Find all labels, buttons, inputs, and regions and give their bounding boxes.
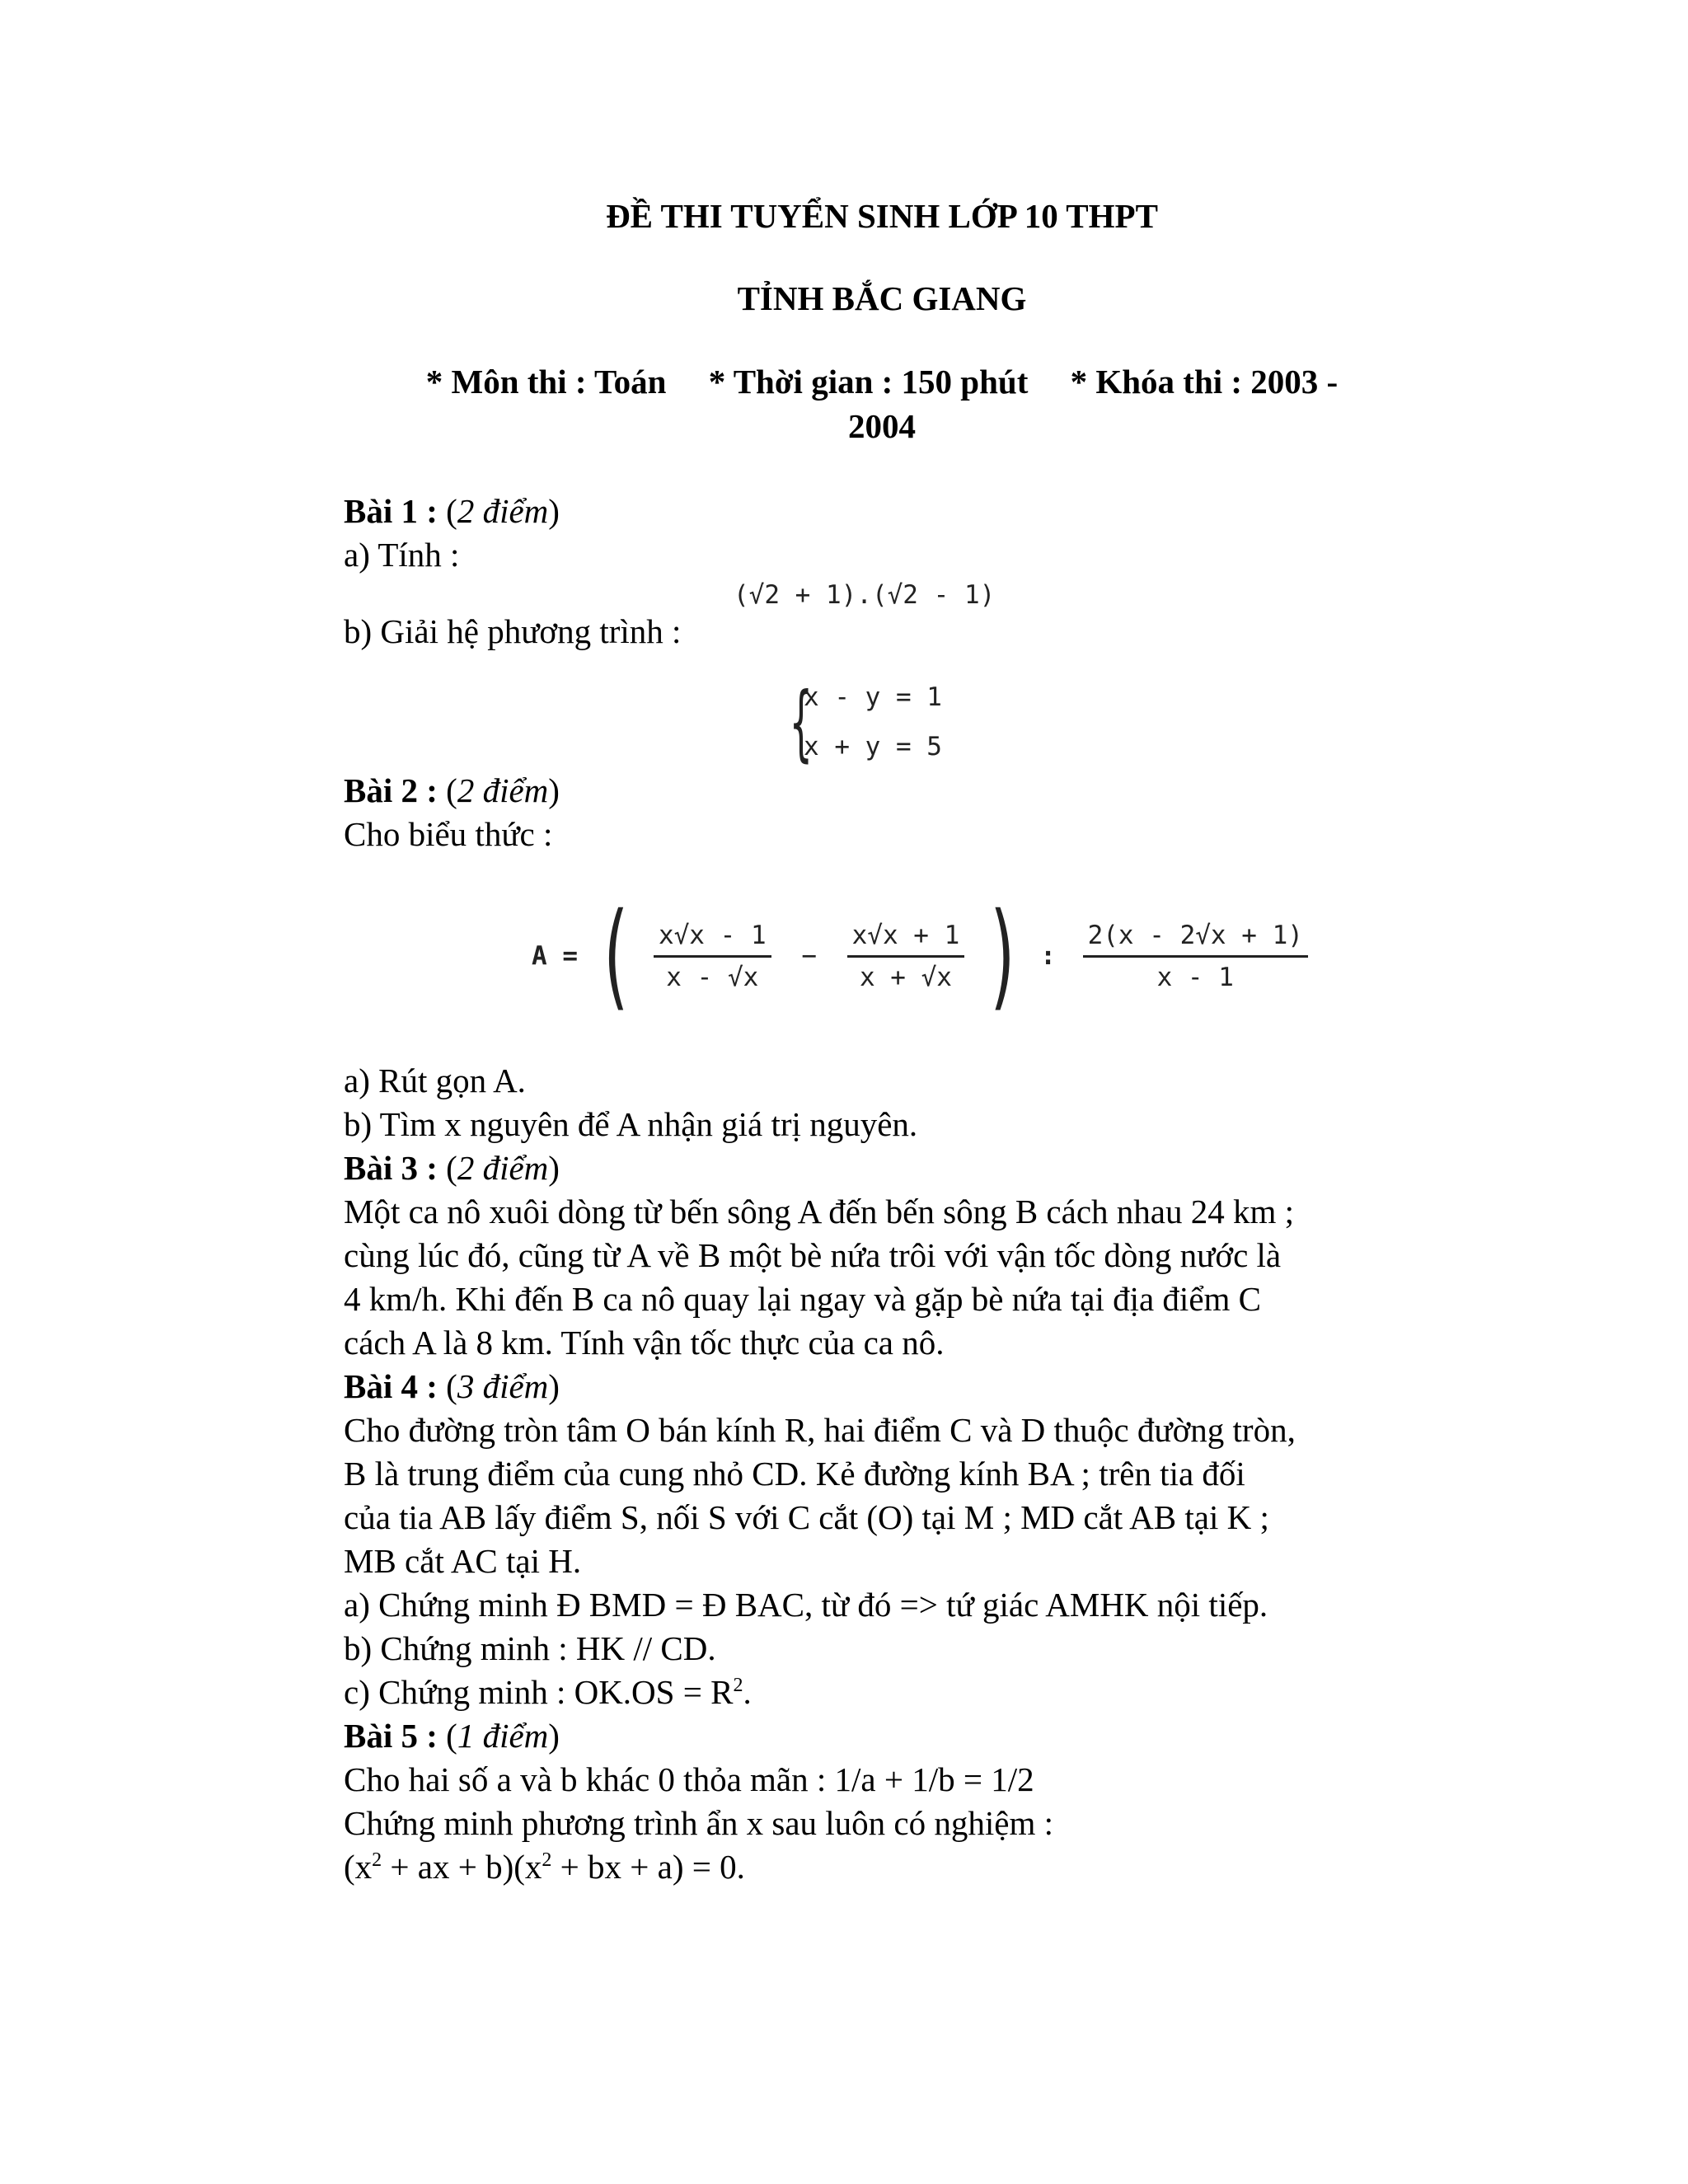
bai4-line-2: B là trung điểm của cung nhỏ CD. Kẻ đường kính BA ; trên tia đối (344, 1455, 1245, 1493)
bai3-line-4: cách A là 8 km. Tính vận tốc thực của ca nô. (344, 1324, 945, 1361)
bai4-line-1: Cho đường tròn tâm O bán kính R, hai điểm C và D thuộc đường tròn, (344, 1411, 1296, 1449)
bai1-heading: Bài 1 : (344, 492, 438, 530)
bai4-part-c (344, 1672, 752, 1712)
system-brace-icon: { (789, 674, 814, 771)
fraction-3 (1083, 921, 1308, 992)
bai5-equation (344, 1847, 745, 1886)
exam-year-part2: 2004 (848, 407, 916, 445)
bai4-part-c-exponent: 2 (733, 1675, 743, 1696)
formula-colon: : (1040, 941, 1056, 971)
bai5-eq-part-3: + bx + a) = 0. (551, 1848, 745, 1886)
right-paren-icon: ) (990, 888, 1015, 1023)
bai5-eq-part-1: (x (344, 1848, 373, 1886)
fraction-2 (847, 921, 965, 992)
bai4-part-b: b) Chứng minh : HK // CD. (344, 1629, 716, 1667)
bai4-points: 3 điểm (457, 1367, 549, 1405)
bai3-line-2: cùng lúc đó, cũng từ A về B một bè nứa trôi với vận tốc dòng nước là (344, 1236, 1282, 1274)
bai4-part-c-end: . (743, 1673, 752, 1711)
bai3-points: 2 điểm (457, 1149, 549, 1187)
exam-province: TỈNH BẮC GIANG (737, 279, 1027, 317)
bai1-equation-2: x + y = 5 (804, 732, 942, 762)
exam-time: * Thời gian : 150 phút (708, 363, 1029, 401)
bai5-heading-line: Bài 5 : (1 điểm) (344, 1717, 560, 1755)
bai1-equation-1: x - y = 1 (804, 682, 942, 712)
formula-minus: − (801, 941, 817, 971)
fraction-1 (654, 921, 771, 992)
bai4-part-c-text: c) Chứng minh : OK.OS = R (344, 1673, 734, 1711)
bai5-eq-exp-1: 2 (372, 1849, 382, 1871)
bai2-heading: Bài 2 : (344, 771, 438, 809)
bai5-eq-exp-2: 2 (542, 1849, 552, 1871)
fraction-2-numerator: x√x + 1 (851, 920, 960, 950)
bai2-formula (532, 888, 1308, 1023)
bai5-eq-part-2: + ax + b)(x (382, 1848, 542, 1886)
fraction-1-numerator: x√x - 1 (658, 920, 767, 950)
bai1-points: 2 điểm (457, 492, 549, 530)
bai1-part-b: b) Giải hệ phương trình : (344, 612, 682, 650)
bai2-intro: Cho biểu thức : (344, 815, 553, 853)
fraction-3-denominator: x - 1 (1083, 955, 1308, 992)
bai3-heading-line: Bài 3 : (2 điểm) (344, 1149, 560, 1187)
bai4-line-4: MB cắt AC tại H. (344, 1542, 582, 1580)
bai4-heading: Bài 4 : (344, 1367, 438, 1405)
bai4-heading-line: Bài 4 : (3 điểm) (344, 1367, 560, 1405)
bai2-heading-line: Bài 2 : (2 điểm) (344, 771, 560, 809)
bai3-line-3: 4 km/h. Khi đến B ca nô quay lại ngay và gặp bè nứa tại địa điểm C (344, 1280, 1262, 1318)
bai3-heading: Bài 3 : (344, 1149, 438, 1187)
bai2-points: 2 điểm (457, 771, 549, 809)
bai1-heading-line: Bài 1 : (2 điểm) (344, 492, 560, 530)
bai5-heading: Bài 5 : (344, 1717, 438, 1755)
bai4-line-3: của tia AB lấy điểm S, nối S với C cắt (O) tại M ; MD cắt AB tại K ; (344, 1498, 1269, 1536)
bai2-part-a: a) Rút gọn A. (344, 1062, 526, 1099)
bai5-points: 1 điểm (457, 1717, 549, 1755)
fraction-2-denominator: x + √x (847, 955, 965, 992)
formula-A-label: A = (532, 941, 578, 971)
exam-subject: * Môn thi : Toán (425, 363, 667, 401)
bai1-part-a: a) Tính : (344, 536, 460, 574)
bai2-part-b: b) Tìm x nguyên để A nhận giá trị nguyên. (344, 1105, 918, 1143)
bai5-line-2: Chứng minh phương trình ẩn x sau luôn có nghiệm : (344, 1804, 1053, 1842)
fraction-3-numerator: 2(x - 2√x + 1) (1087, 920, 1303, 950)
bai4-part-a: a) Chứng minh Đ BMD = Đ BAC, từ đó => tứ giác AMHK nội tiếp. (344, 1586, 1268, 1624)
left-paren-icon: ( (603, 888, 629, 1023)
bai1-expression: (√2 + 1).(√2 - 1) (734, 580, 996, 610)
exam-title: ĐỀ THI TUYỂN SINH LỚP 10 THPT (606, 197, 1158, 235)
fraction-1-denominator: x - √x (654, 955, 771, 992)
exam-meta (363, 359, 1401, 448)
bai5-line-1: Cho hai số a và b khác 0 thỏa mãn : 1/a + 1/b = 1/2 (344, 1760, 1034, 1798)
bai3-line-1: Một ca nô xuôi dòng từ bến sông A đến bến sông B cách nhau 24 km ; (344, 1193, 1295, 1230)
exam-year-part1: * Khóa thi : 2003 - (1070, 363, 1339, 401)
